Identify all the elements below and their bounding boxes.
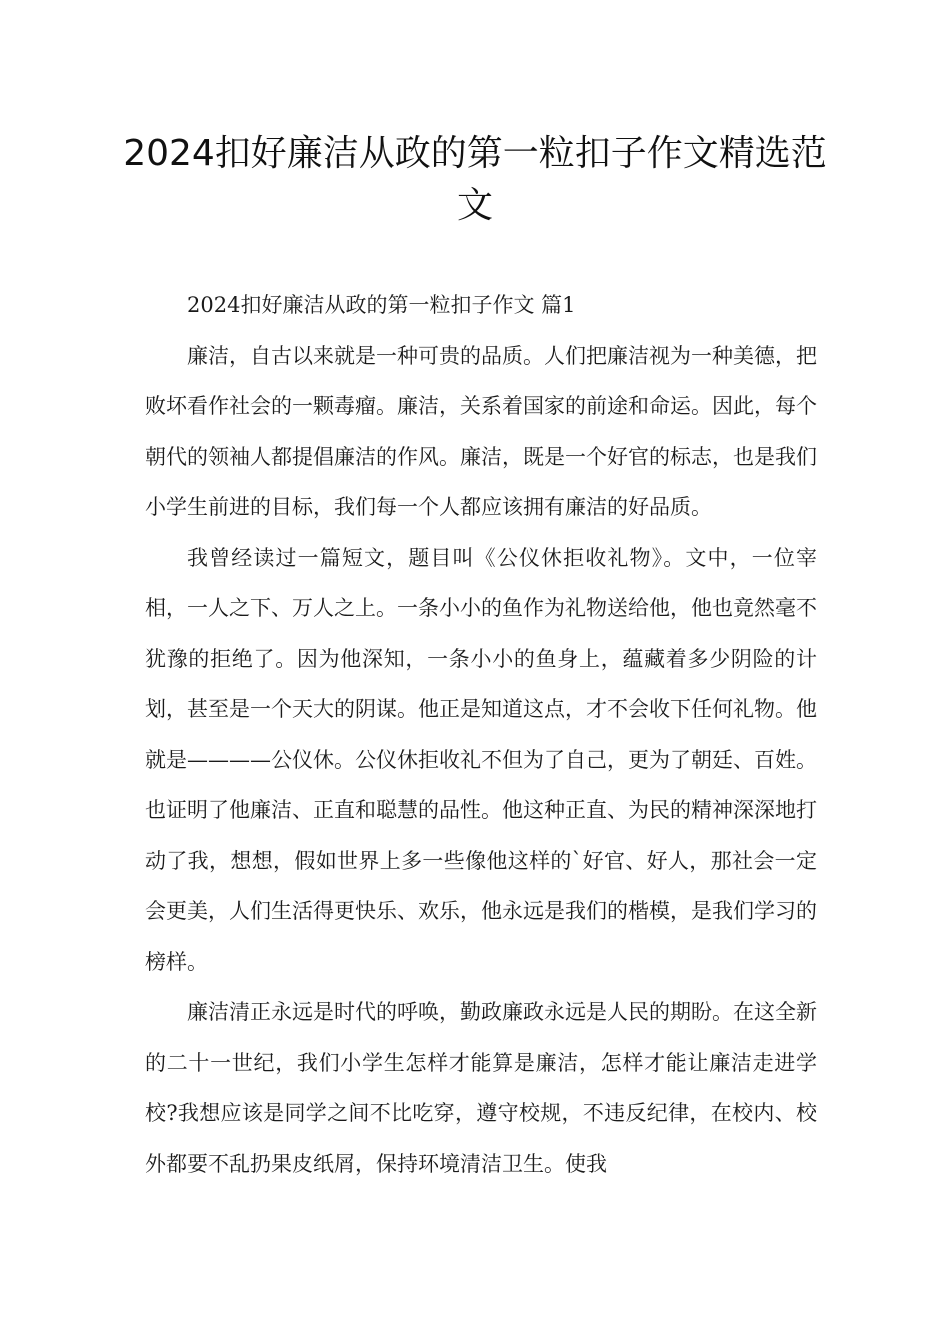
document-title: 2024扣好廉洁从政的第一粒扣子作文精选范文 xyxy=(123,133,827,226)
document-body xyxy=(145,280,817,1189)
paragraph-3: 廉洁清正永远是时代的呼唤，勤政廉政永远是人民的期盼。在这全新的二十一世纪，我们小学生怎样才能算是廉洁，怎样才能让廉洁走进学校?我想应该是同学之间不比吃穿，遵守校规，不违反纪律，在校内、校外都要不乱扔果皮纸屑，保持环境清洁卫生。使我 xyxy=(145,1000,817,1176)
paragraph-2: 我曾经读过一篇短文，题目叫《公仪休拒收礼物》。文中，一位宰相，一人之下、万人之上。一条小小的鱼作为礼物送给他，他也竟然毫不犹豫的拒绝了。因为他深知，一条小小的鱼身上，蕴藏着多少阴险的计划，甚至是一个天大的阴谋。他正是知道这点，才不会收下任何礼物。他就是————公仪休。公仪休拒收礼不但为了自己，更为了朝廷、百姓。也证明了他廉洁、正直和聪慧的品性。他这种正直、为民的精神深深地打动了我，想想，假如世界上多一些像他这样的`好官、好人，那社会一定会更美，人们生活得更快乐、欢乐，他永远是我们的楷模，是我们学习的榜样。 xyxy=(145,545,817,974)
paragraph-1: 廉洁，自古以来就是一种可贵的品质。人们把廉洁视为一种美德，把败坏看作社会的一颗毒瘤。廉洁，关系着国家的前途和命运。因此，每个朝代的领袖人都提倡廉洁的作风。廉洁，既是一个好官的标志，也是我们小学生前进的目标，我们每一个人都应该拥有廉洁的好品质。 xyxy=(145,343,817,519)
section-heading: 2024扣好廉洁从政的第一粒扣子作文 篇1 xyxy=(187,293,576,317)
